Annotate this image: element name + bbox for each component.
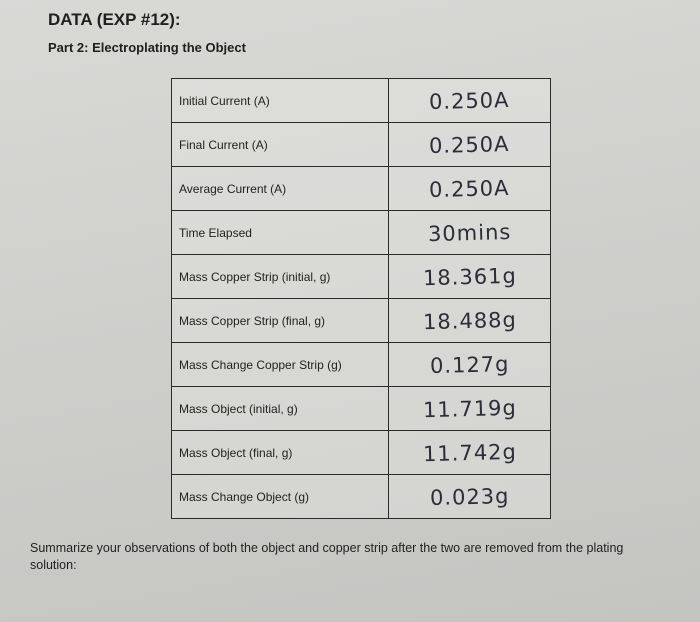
row-label: Mass Change Copper Strip (g) [172,343,389,386]
table-row [172,342,550,386]
row-label: Final Current (A) [172,123,389,166]
handwritten-value: 0.127g [429,351,510,378]
table-row [172,122,550,166]
handwritten-value: 18.361g [422,263,517,290]
handwritten-value: 0.023g [429,483,510,510]
data-table [171,78,551,519]
page-title: DATA (EXP #12): [48,10,181,29]
row-label: Mass Object (final, g) [172,431,389,474]
table-row [172,474,550,518]
summary-prompt: Summarize your observations of both the object and copper strip after the two are removed from the plating solution: [30,541,624,572]
row-label: Mass Change Object (g) [172,475,389,518]
handwritten-value: 18.488g [422,307,517,334]
table-row [172,166,550,210]
handwritten-value: 11.719g [422,395,517,422]
handwritten-value: 0.250A [428,175,511,202]
row-label: Mass Copper Strip (final, g) [172,299,389,342]
row-label: Mass Object (initial, g) [172,387,389,430]
table-row [172,254,550,298]
row-label: Time Elapsed [172,211,389,254]
handwritten-value: 0.250A [428,87,511,114]
table-row [172,386,550,430]
section-subtitle: Part 2: Electroplating the Object [48,40,246,55]
handwritten-value: 30mins [427,219,512,246]
table-row [172,79,550,122]
table-row [172,210,550,254]
table-row [172,430,550,474]
row-label: Mass Copper Strip (initial, g) [172,255,389,298]
handwritten-value: 0.250A [428,131,511,158]
handwritten-value: 11.742g [422,439,517,466]
row-label: Initial Current (A) [172,79,389,122]
row-label: Average Current (A) [172,167,389,210]
table-row [172,298,550,342]
